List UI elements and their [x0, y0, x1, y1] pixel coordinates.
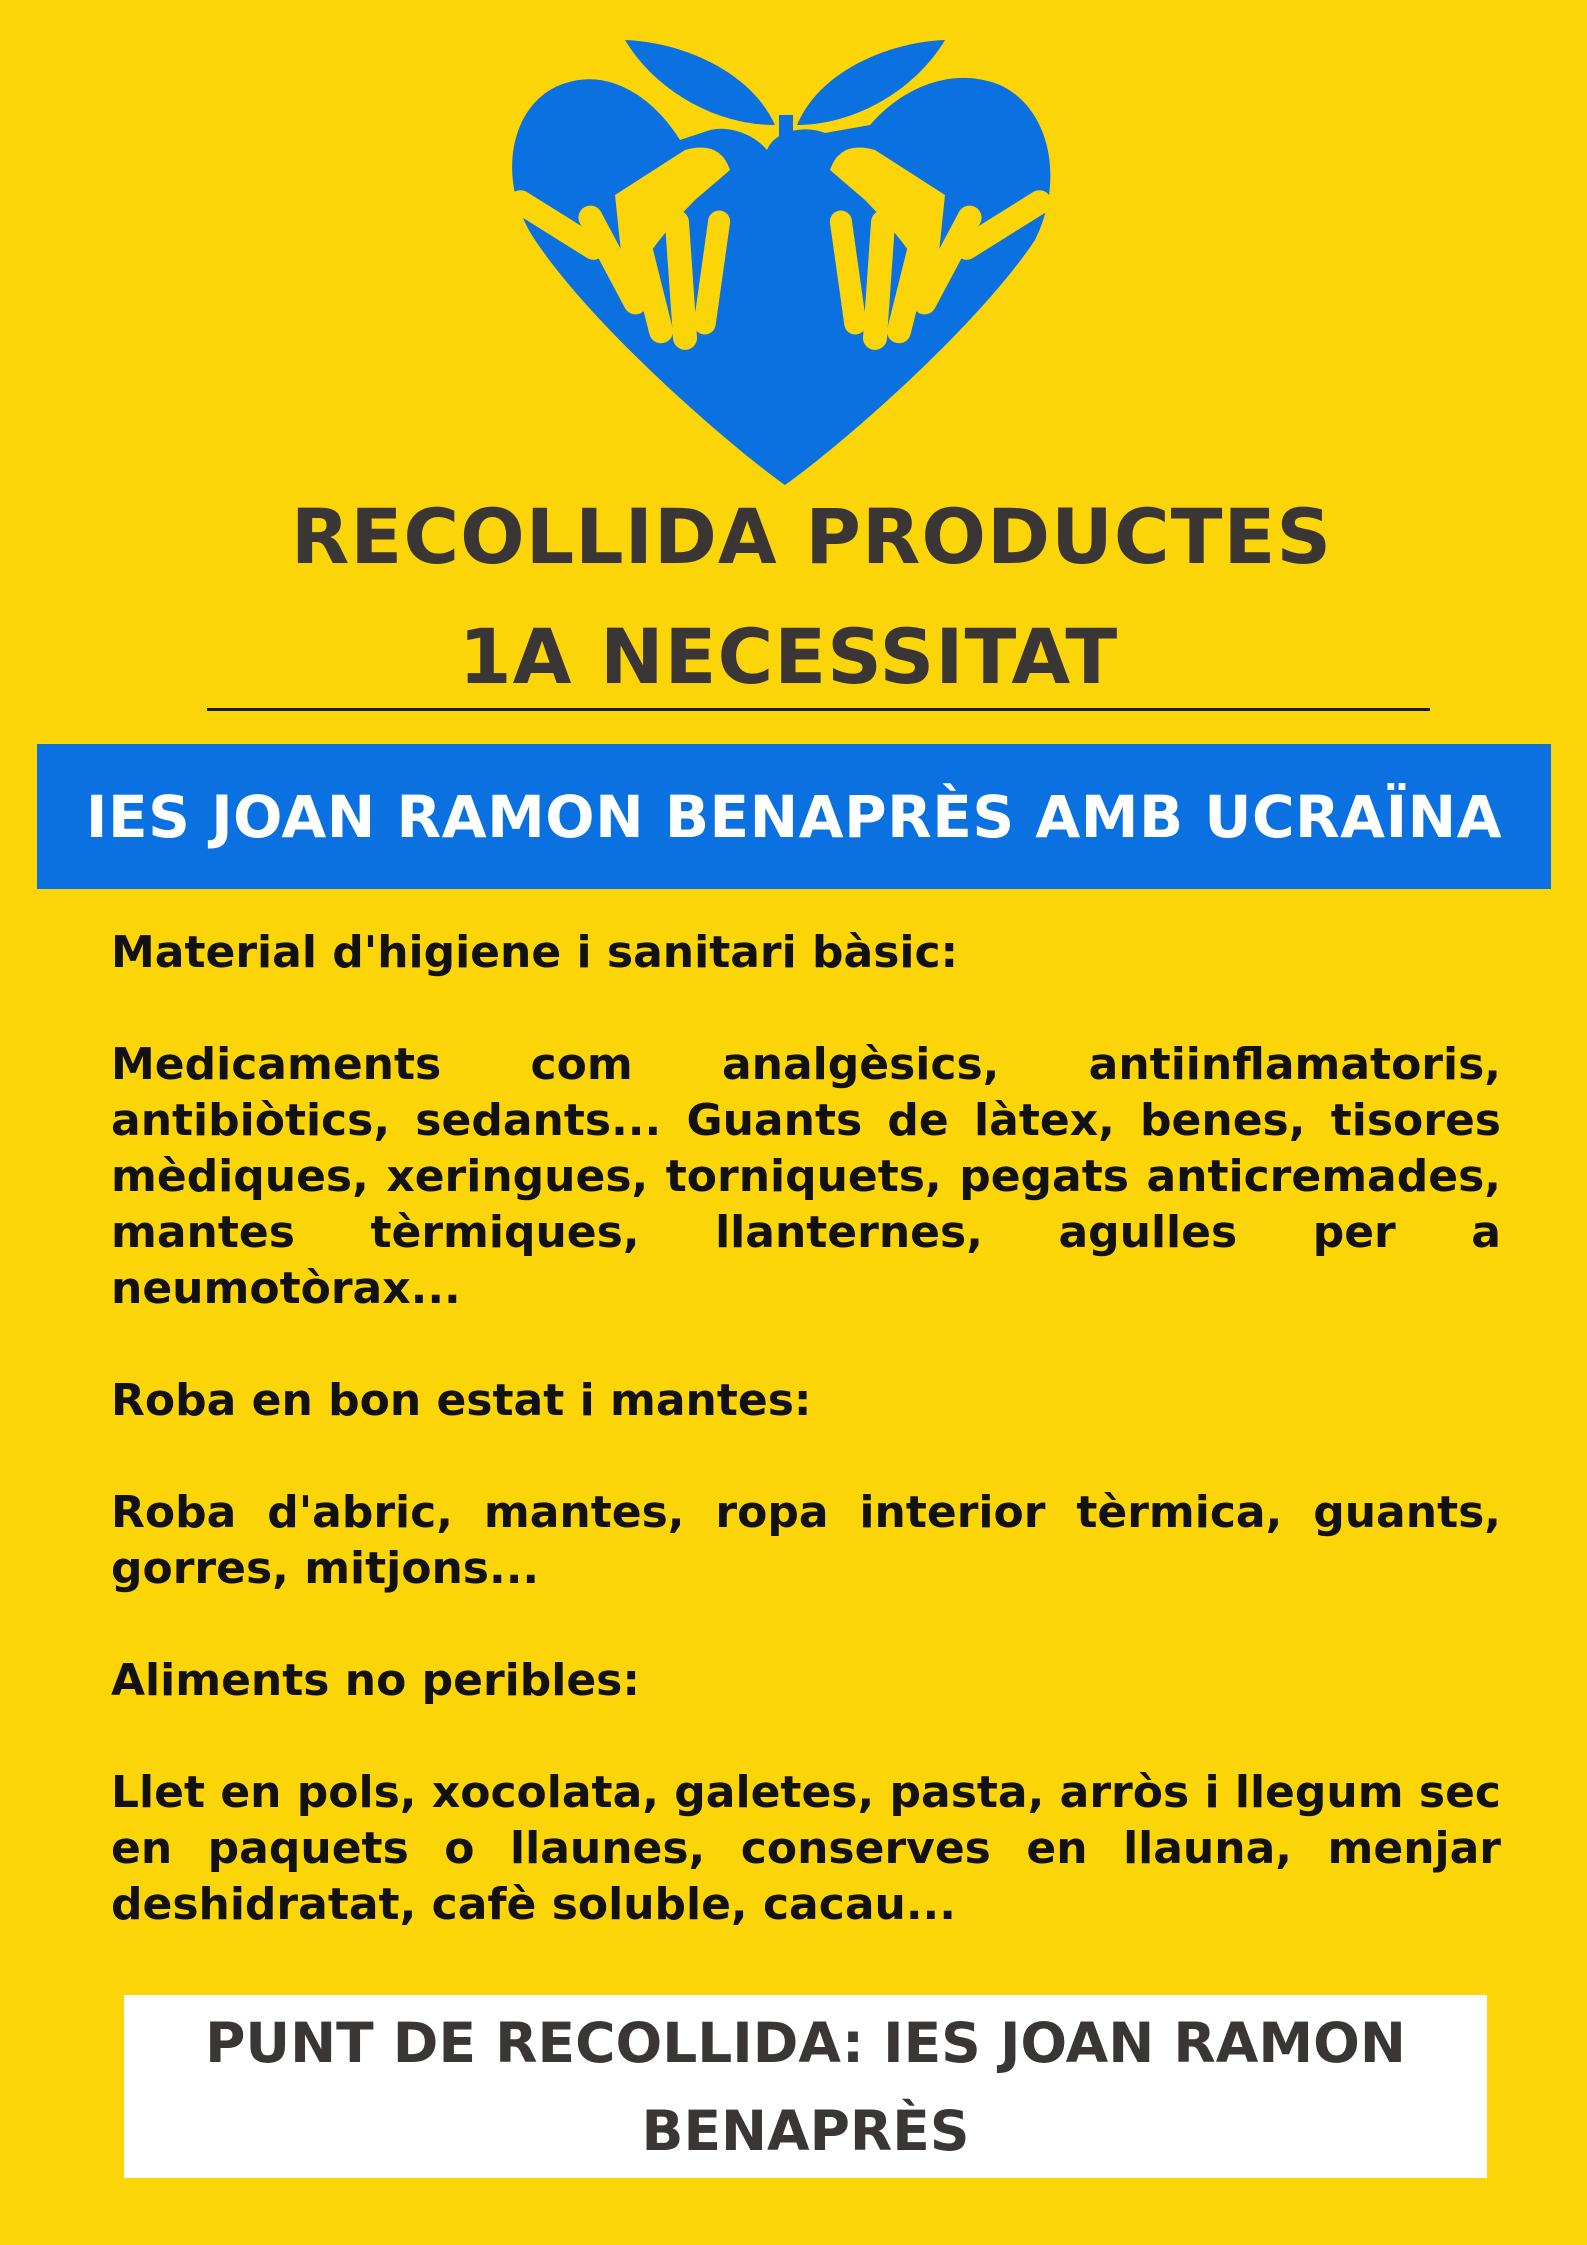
school-banner: [37, 744, 1551, 889]
collection-point-text: PUNT DE RECOLLIDA: IES JOAN RAMON BENAPRÈS: [205, 2011, 1406, 2163]
heart-hands-logo: [505, 30, 1065, 490]
product-list: [111, 925, 1501, 1933]
title-line-1: RECOLLIDA PRODUCTES: [290, 492, 1333, 581]
collection-point-box: [124, 1995, 1487, 2178]
banner-text: IES JOAN RAMON BENAPRÈS AMB UCRAÏNA: [85, 782, 1503, 851]
section-body-clothing: Roba d'abric, mantes, ropa interior tèrmica, guants, gorres, mitjons...: [111, 1487, 1501, 1594]
section-heading-hygiene: Material d'higiene i sanitari bàsic:: [111, 927, 959, 978]
title-line-2: 1A NECESSITAT: [458, 612, 1119, 701]
section-heading-clothing: Roba en bon estat i mantes:: [111, 1375, 812, 1426]
section-body-food: Llet en pols, xocolata, galetes, pasta, arròs i llegum sec en paquets o llaunes, conserves en llauna, menjar deshidratat, cafè soluble, cacau...: [111, 1767, 1501, 1930]
title-divider: [207, 708, 1430, 711]
section-heading-food: Aliments no peribles:: [111, 1655, 640, 1706]
section-body-hygiene: Medicaments com analgèsics, antiinflamatoris, antibiòtics, sedants... Guants de làtex, benes, tisores mèdiques, xeringues, torniquets, pegats anticremades, mantes tèrmiques, llanternes, agulles per a neumotòrax...: [111, 1039, 1501, 1314]
